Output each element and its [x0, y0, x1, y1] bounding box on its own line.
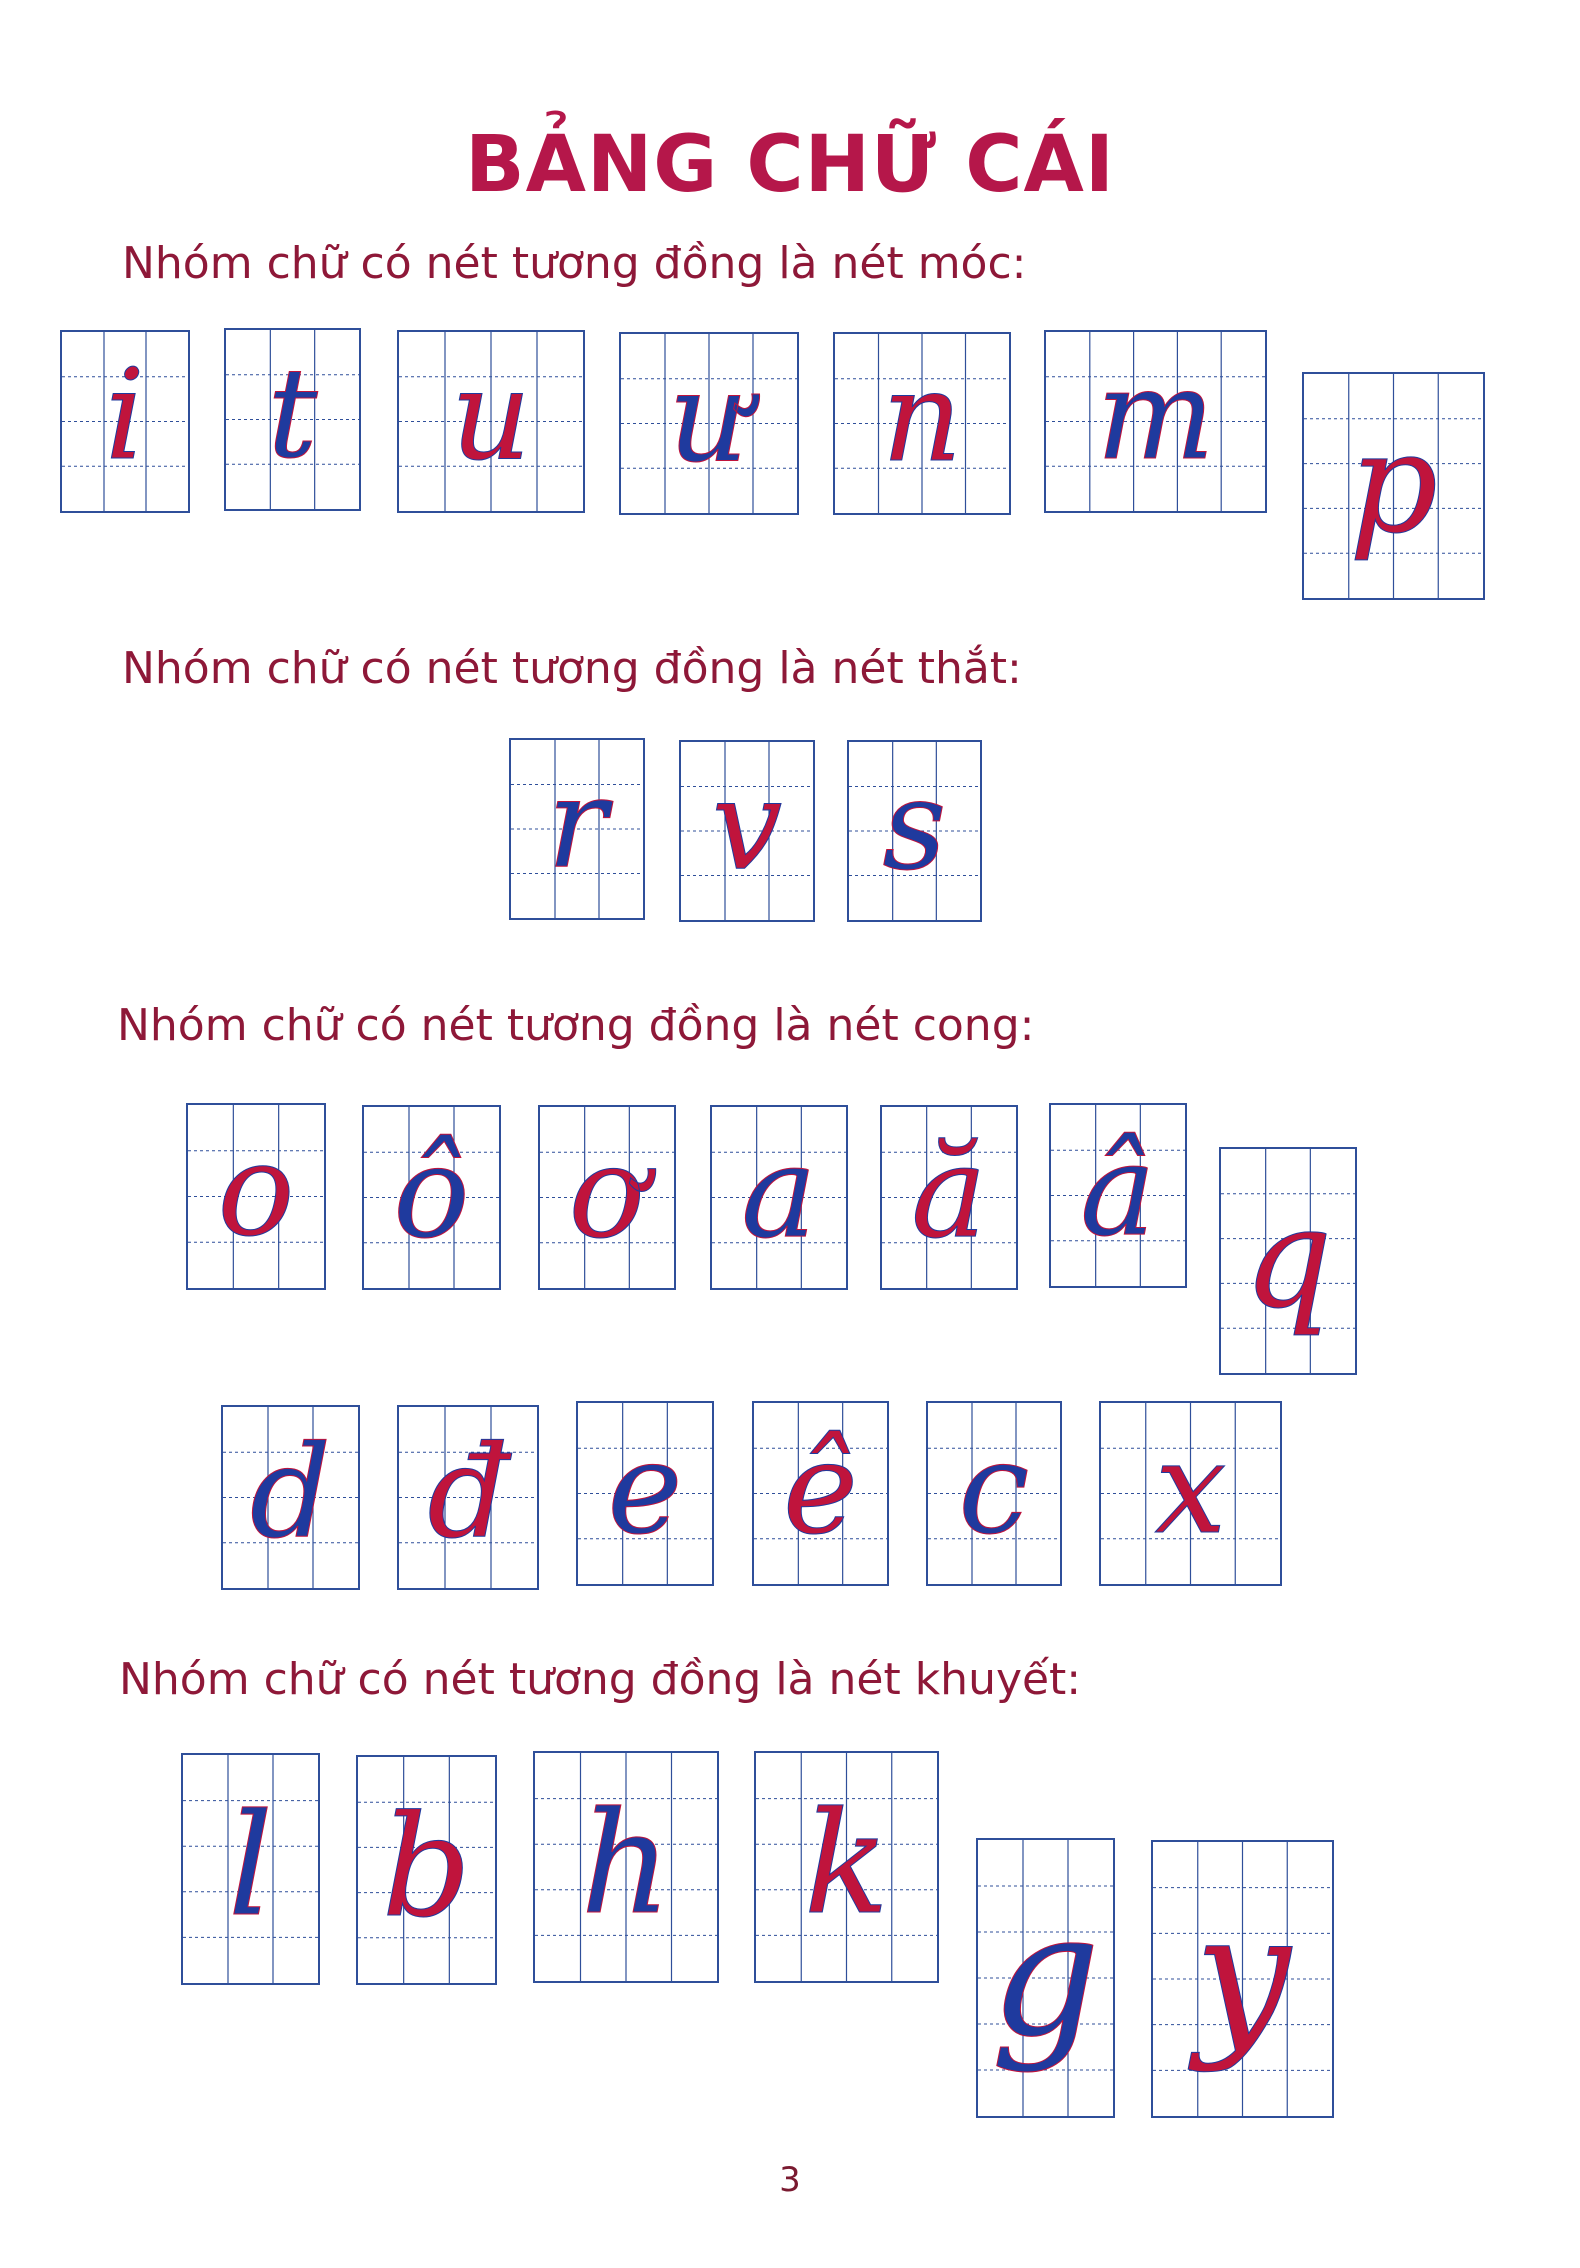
writing-grid [1221, 1149, 1355, 1373]
letter-card-o-circumflex [362, 1105, 501, 1290]
letter-card-o-horn [538, 1105, 676, 1290]
letter-glyph: ă [911, 1118, 987, 1266]
letter-glyph: c [958, 1414, 1030, 1562]
writing-grid [1304, 374, 1483, 598]
letter-glyph: t [267, 341, 318, 486]
writing-grid [226, 330, 359, 509]
writing-grid [681, 742, 813, 920]
letter-card-b [356, 1755, 497, 1985]
letter-glyph: r [547, 751, 607, 896]
letter-card-s [847, 740, 982, 922]
group-heading-hook: Nhóm chữ có nét tương đồng là nét móc: [122, 238, 1027, 289]
letter-card-h [533, 1751, 719, 1983]
writing-grid [1046, 332, 1265, 511]
letter-card-l [181, 1753, 320, 1985]
writing-grid [183, 1755, 318, 1983]
writing-grid [364, 1107, 499, 1288]
letter-glyph: ê [782, 1414, 859, 1562]
letter-glyph: l [227, 1784, 274, 1948]
letter-card-n [833, 332, 1011, 515]
writing-grid [535, 1753, 717, 1981]
writing-grid [756, 1753, 937, 1981]
letter-glyph: e [607, 1414, 683, 1562]
writing-grid [540, 1107, 674, 1288]
letter-card-d-stroke [397, 1405, 539, 1590]
letter-glyph: x [1154, 1414, 1227, 1562]
writing-grid [62, 332, 188, 511]
page-number: 3 [779, 2160, 801, 2200]
letter-glyph: k [803, 1782, 890, 1946]
letter-glyph: s [882, 753, 947, 898]
letter-card-c [926, 1401, 1062, 1586]
letter-glyph: b [381, 1786, 472, 1949]
letter-card-t [224, 328, 361, 511]
group-heading-curve: Nhóm chữ có nét tương đồng là nét cong: [117, 1000, 1035, 1051]
writing-grid [978, 1840, 1113, 2116]
writing-grid [835, 334, 1009, 513]
letter-card-a-breve [880, 1105, 1018, 1290]
writing-grid [358, 1757, 495, 1983]
writing-grid [578, 1403, 712, 1584]
letter-card-r [509, 738, 645, 920]
letter-glyph: p [1349, 402, 1438, 564]
letter-card-d [221, 1405, 360, 1590]
writing-grid [223, 1407, 358, 1588]
letter-glyph: â [1080, 1116, 1156, 1264]
letter-card-g [976, 1838, 1115, 2118]
letter-glyph: đ [427, 1418, 509, 1566]
letter-card-u-horn [619, 332, 799, 515]
letter-card-e [576, 1401, 714, 1586]
group-heading-stem-loop: Nhóm chữ có nét tương đồng là nét khuyết: [119, 1654, 1082, 1705]
letter-card-a [710, 1105, 848, 1290]
writing-grid [399, 1407, 537, 1588]
letter-glyph: y [1194, 1877, 1291, 2075]
writing-grid [1153, 1842, 1332, 2116]
writing-grid [621, 334, 797, 513]
letter-card-x [1099, 1401, 1282, 1586]
letter-glyph: m [1096, 343, 1215, 488]
letter-card-p [1302, 372, 1485, 600]
letter-glyph: i [105, 343, 145, 488]
letter-card-i [60, 330, 190, 513]
letter-glyph: o [217, 1116, 295, 1265]
letter-glyph: d [249, 1418, 332, 1566]
letter-card-k [754, 1751, 939, 1983]
writing-grid [882, 1107, 1016, 1288]
writing-grid [712, 1107, 846, 1288]
writing-grid [928, 1403, 1060, 1584]
letter-card-a-circumflex [1049, 1103, 1187, 1288]
letter-glyph: ơ [568, 1118, 646, 1266]
letter-card-y [1151, 1840, 1334, 2118]
letter-card-q [1219, 1147, 1357, 1375]
letter-card-v [679, 740, 815, 922]
letter-card-m [1044, 330, 1267, 513]
letter-glyph: a [741, 1118, 817, 1266]
letter-glyph: g [990, 1876, 1101, 2075]
writing-grid [188, 1105, 324, 1288]
letter-glyph: ư [668, 345, 750, 490]
group-heading-loop: Nhóm chữ có nét tương đồng là nét thắt: [122, 643, 1022, 694]
letter-card-o [186, 1103, 326, 1290]
writing-grid [754, 1403, 887, 1584]
writing-grid [849, 742, 980, 920]
writing-grid [1051, 1105, 1185, 1286]
letter-glyph: q [1243, 1177, 1333, 1339]
letter-glyph: ô [393, 1118, 470, 1266]
letter-glyph: n [881, 345, 963, 490]
letter-card-u [397, 330, 585, 513]
letter-glyph: u [450, 343, 532, 488]
writing-grid [1101, 1403, 1280, 1584]
writing-grid [399, 332, 583, 511]
page-title: BẢNG CHỮ CÁI [465, 120, 1115, 210]
letter-glyph: v [711, 753, 783, 898]
writing-grid [511, 740, 643, 918]
letter-card-e-circumflex [752, 1401, 889, 1586]
letter-glyph: h [580, 1782, 672, 1946]
